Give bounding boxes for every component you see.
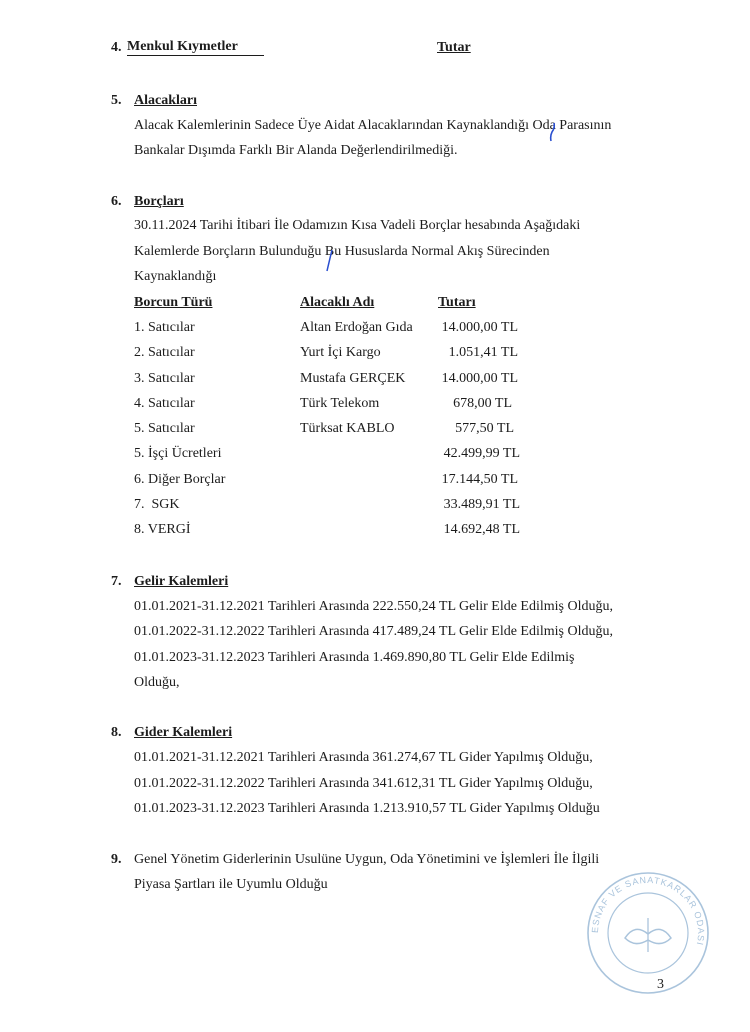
section-8-title: Gider Kalemleri xyxy=(134,725,233,740)
section-9-line-2: Piyasa Şartları ile Uyumlu Olduğu xyxy=(134,877,328,892)
section-6-number: 6. xyxy=(111,194,122,209)
section-6-line-2: Kalemlerde Borçların Bulunduğu Bu Hususlarda Normal Akış Sürecinden xyxy=(134,244,550,259)
section-6-line-3: Kaynaklandığı xyxy=(134,269,217,284)
debt-type: 3. Satıcılar xyxy=(134,371,195,386)
debt-type: 5. Satıcılar xyxy=(134,421,195,436)
creditor-name: Türksat KABLO xyxy=(300,421,395,436)
debt-amount: 577,50 TL xyxy=(455,421,514,436)
creditor-name: Türk Telekom xyxy=(300,396,380,411)
debt-type: 2. Satıcılar xyxy=(134,345,195,360)
debt-amount: 14.692,48 TL xyxy=(443,522,520,537)
creditor-name: Altan Erdoğan Gıda xyxy=(300,320,413,335)
section-8-line-1: 01.01.2021-31.12.2021 Tarihleri Arasında 361.274,67 TL Gider Yapılmış Olduğu, xyxy=(134,750,593,765)
section-4-number: 4. xyxy=(111,40,122,55)
page-number: 3 xyxy=(657,977,664,992)
debt-type: 6. Diğer Borçlar xyxy=(134,472,226,487)
debt-amount: 1.051,41 TL xyxy=(448,345,518,360)
stamp-ring-text: ESNAF VE SANATKARLAR ODASI xyxy=(589,874,707,947)
section-7-line-4: Olduğu, xyxy=(134,675,180,690)
section-6-title: Borçları xyxy=(134,194,184,209)
ink-comma-mark xyxy=(546,120,558,144)
section-7-number: 7. xyxy=(111,574,122,589)
debt-amount: 17.144,50 TL xyxy=(441,472,518,487)
section-4-amount-header: Tutar xyxy=(437,40,471,55)
official-stamp xyxy=(583,868,713,998)
section-8-line-2: 01.01.2022-31.12.2022 Tarihleri Arasında 341.612,31 TL Gider Yapılmış Olduğu, xyxy=(134,776,593,791)
debt-amount: 14.000,00 TL xyxy=(441,371,518,386)
section-5-title: Alacakları xyxy=(134,93,197,108)
debt-table-header-amount: Tutarı xyxy=(438,295,476,310)
debt-amount: 42.499,99 TL xyxy=(443,446,520,461)
section-5-number: 5. xyxy=(111,93,122,108)
debt-type: 7. SGK xyxy=(134,497,180,512)
debt-type: 1. Satıcılar xyxy=(134,320,195,335)
creditor-name: Yurt İçi Kargo xyxy=(300,345,381,360)
debt-amount: 14.000,00 TL xyxy=(441,320,518,335)
debt-type: 5. İşçi Ücretleri xyxy=(134,446,222,461)
section-5-line-1: Alacak Kalemlerinin Sadece Üye Aidat Alacaklarından Kaynaklandığı Oda Parasının xyxy=(134,118,612,133)
section-9-line-1: Genel Yönetim Giderlerinin Usulüne Uygun, Oda Yönetimini ve İşlemleri İle İlgili xyxy=(134,852,600,867)
debt-type: 8. VERGİ xyxy=(134,522,191,537)
section-8-line-3: 01.01.2023-31.12.2023 Tarihleri Arasında 1.213.910,57 TL Gider Yapılmış Olduğu xyxy=(134,801,600,816)
debt-amount: 33.489,91 TL xyxy=(443,497,520,512)
debt-type: 4. Satıcılar xyxy=(134,396,195,411)
section-6-line-1: 30.11.2024 Tarihi İtibari İle Odamızın Kısa Vadeli Borçlar hesabında Aşağıdaki xyxy=(134,218,581,233)
section-7-line-3: 01.01.2023-31.12.2023 Tarihleri Arasında 1.469.890,80 TL Gelir Elde Edilmiş xyxy=(134,650,575,665)
section-7-line-1: 01.01.2021-31.12.2021 Tarihleri Arasında 222.550,24 TL Gelir Elde Edilmiş Olduğu, xyxy=(134,599,613,614)
debt-table-header-creditor: Alacaklı Adı xyxy=(300,295,375,310)
creditor-name: Mustafa GERÇEK xyxy=(300,371,406,386)
section-5-line-2: Bankalar Dışımda Farklı Bir Alanda Değerlendirilmediği. xyxy=(134,143,458,158)
debt-table-header-type: Borcun Türü xyxy=(134,295,213,310)
ink-slash-mark xyxy=(323,248,335,274)
section-9-number: 9. xyxy=(111,852,122,867)
section-7-title: Gelir Kalemleri xyxy=(134,574,229,589)
section-8-number: 8. xyxy=(111,725,122,740)
debt-amount: 678,00 TL xyxy=(453,396,512,411)
section-7-line-2: 01.01.2022-31.12.2022 Tarihleri Arasında 417.489,24 TL Gelir Elde Edilmiş Olduğu, xyxy=(134,624,613,639)
section-4-title: Menkul Kıymetler xyxy=(127,39,264,56)
